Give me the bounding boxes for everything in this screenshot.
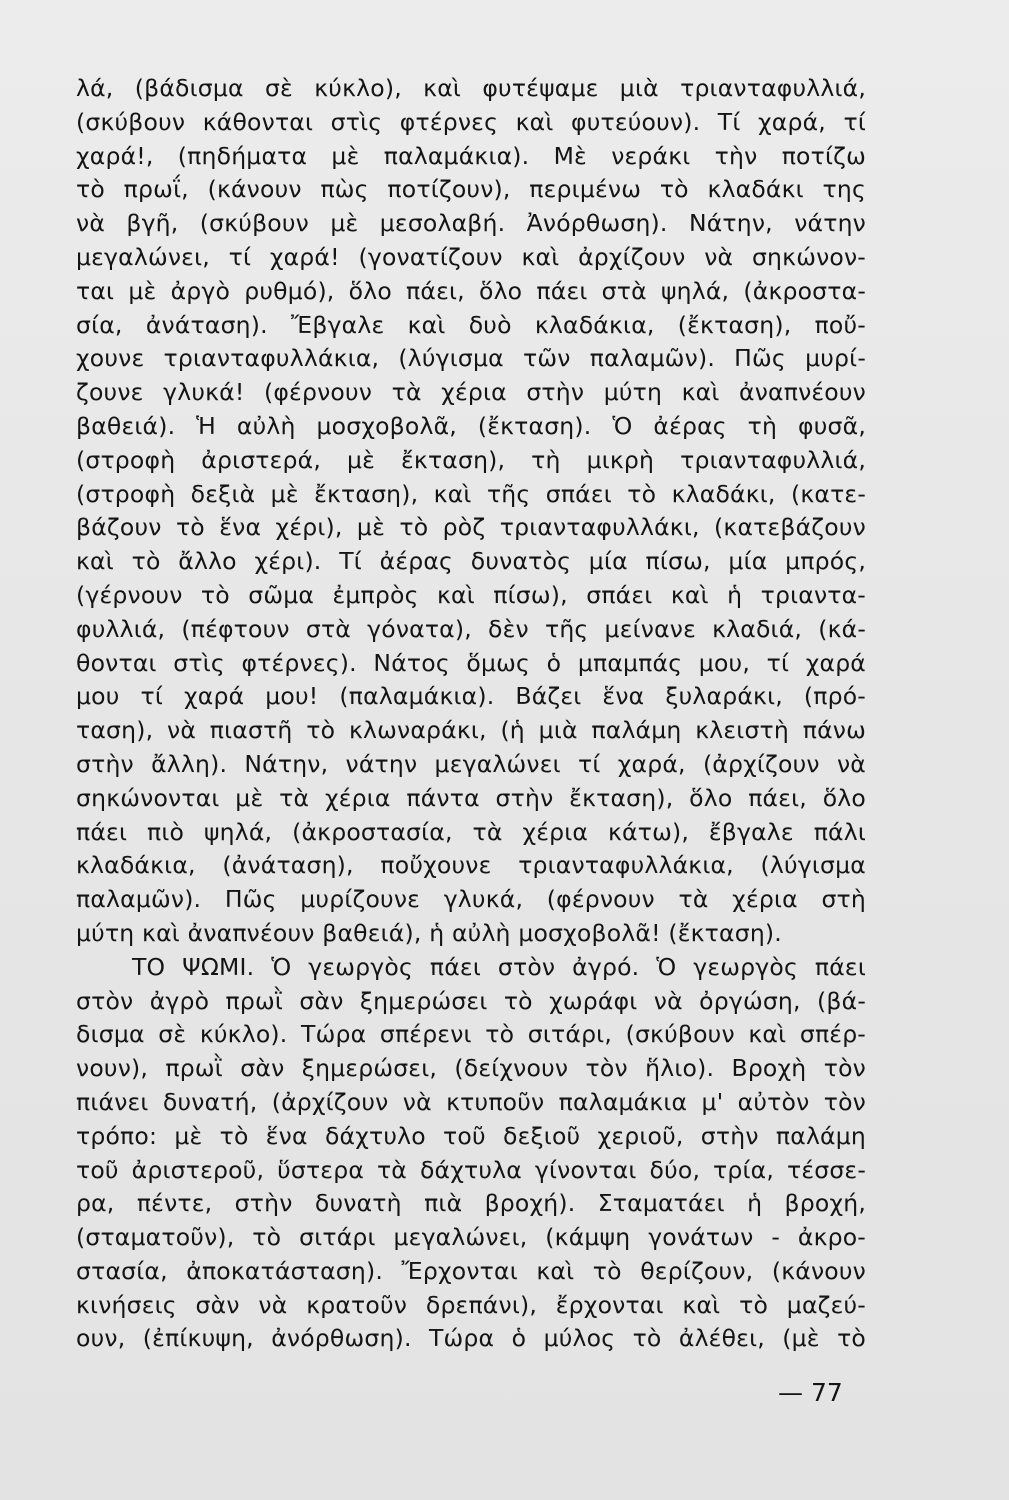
text-line: φυλλιά, (πέφτουν στὰ γόνατα), δὲν τῆς μείνανε κλαδιά, (κά- (76, 614, 866, 643)
text-line: δισμα σὲ κύκλο). Τώρα σπέρενι τὸ σιτάρι, (σκύβουν καὶ σπέρ- (76, 1020, 866, 1049)
text-line: τὸ πρωΐ, (κάνουν πὼς ποτίζουν), περιμένω τὸ κλαδάκι της (76, 175, 866, 204)
text-line: λά, (βάδισμα σὲ κύκλο), καὶ φυτέψαμε μιὰ τριανταφυλλιά, (76, 74, 866, 102)
text-line: (στροφὴ δεξιὰ μὲ ἔκταση), καὶ τῆς σπάει τὸ κλαδάκι, (κατε- (76, 479, 866, 508)
text-line: σία, ἀνάταση). Ἔβγαλε καὶ δυὸ κλαδάκια, (ἔκταση), ποὔ- (76, 310, 866, 339)
text-line: (σταματοῦν), τὸ σιτάρι μεγαλώνει, (κάμψη γονάτων - ἀκρο- (76, 1223, 866, 1252)
text-line: θονται στὶς φτέρνες). Νάτος ὅμως ὁ μπαμπάς μου, τί χαρά (76, 648, 866, 677)
text-line: στὴν ἄλλη). Νάτην, νάτην μεγαλώνει τί χαρά, (ἀρχίζουν νὰ (76, 749, 866, 778)
text-line: παλαμῶν). Πῶς μυρίζουνε γλυκά, (φέρνουν τὰ χέρια στὴ (76, 885, 866, 914)
body-text (76, 72, 866, 1356)
section-heading-line: ΤΟ ΨΩΜΙ. Ὁ γεωργὸς πάει στὸν ἀγρό. Ὁ γεωργὸς πάει (132, 952, 866, 981)
text-line: (στροφὴ ἀριστερά, μὲ ἔκταση), τὴ μικρὴ τριανταφυλλιά, (76, 445, 866, 474)
text-line: νὰ βγῆ, (σκύβουν μὲ μεσολαβή. Ἀνόρθωση). Νάτην, νάτην (76, 209, 866, 238)
text-line: χουνε τριανταφυλλάκια, (λύγισμα τῶν παλαμῶν). Πῶς μυρί- (76, 344, 866, 373)
paragraph-end-line: μύτη καὶ ἀναπνέουν βαθειά), ἡ αὐλὴ μοσχοβολᾶ! (ἔκταση). (76, 918, 782, 947)
text-line: τρόπο: μὲ τὸ ἕνα δάχτυλο τοῦ δεξιοῦ χεριοῦ, στὴν παλάμη (76, 1121, 866, 1150)
text-line: βαθειά). Ἡ αὐλὴ μοσχοβολᾶ, (ἔκταση). Ὁ ἀέρας τὴ φυσᾶ, (76, 411, 866, 440)
text-line: (σκύβουν κάθονται στὶς φτέρνες καὶ φυτεύουν). Τί χαρά, τί (76, 107, 866, 136)
text-line: (γέρνουν τὸ σῶμα ἐμπρὸς καὶ πίσω), σπάει καὶ ἡ τριαντα- (76, 580, 866, 609)
text-line: ζουνε γλυκά! (φέρνουν τὰ χέρια στὴν μύτη καὶ ἀναπνέουν (76, 378, 866, 407)
text-line: νουν), πρωῒ σὰν ξημερώσει, (δείχνουν τὸν ἥλιο). Βροχὴ τὸν (76, 1054, 866, 1083)
text-line: καὶ τὸ ἄλλο χέρι). Τί ἀέρας δυνατὸς μία πίσω, μία μπρός, (76, 547, 866, 576)
text-line: κινήσεις σὰν νὰ κρατοῦν δρεπάνι), ἔρχονται καὶ τὸ μαζεύ- (76, 1290, 866, 1319)
text-line: μου τί χαρά μου! (παλαμάκια). Βάζει ἕνα ξυλαράκι, (πρό- (76, 682, 866, 711)
text-line: κλαδάκια, (ἀνάταση), ποὔχουνε τριανταφυλλάκια, (λύγισμα (76, 851, 866, 880)
text-line: στασία, ἀποκατάσταση). Ἔρχονται καὶ τὸ θερίζουν, (κάνουν (76, 1256, 866, 1285)
text-line: στὸν ἀγρὸ πρωῒ σὰν ξημερώσει τὸ χωράφι νὰ ὀργώση, (βά- (76, 986, 866, 1015)
text-line: ουν, (ἐπίκυψη, ἀνόρθωση). Τώρα ὁ μύλος τὸ ἀλέθει, (μὲ τὸ (76, 1324, 866, 1353)
text-line: μεγαλώνει, τί χαρά! (γονατίζουν καὶ ἀρχίζουν νὰ σηκώνον- (76, 242, 866, 271)
text-line: ταση), νὰ πιαστῆ τὸ κλωναράκι, (ἡ μιὰ παλάμη κλειστὴ πάνω (76, 716, 866, 745)
page-number: — 77 (778, 1378, 843, 1407)
text-line: ρα, πέντε, στὴν δυνατὴ πιὰ βροχή). Σταματάει ἡ βροχή, (76, 1189, 866, 1218)
text-line: βάζουν τὸ ἕνα χέρι), μὲ τὸ ρὸζ τριανταφυλλάκι, (κατεβάζουν (76, 513, 866, 542)
text-line: τοῦ ἀριστεροῦ, ὕστερα τὰ δάχτυλα γίνονται δύο, τρία, τέσσε- (76, 1155, 866, 1184)
text-line: χαρά!, (πηδήματα μὲ παλαμάκια). Μὲ νεράκι τὴν ποτίζω (76, 141, 866, 170)
text-line: σηκώνονται μὲ τὰ χέρια πάντα στὴν ἔκταση), ὅλο πάει, ὅλο (76, 783, 866, 812)
text-line: πιάνει δυνατή, (ἀρχίζουν νὰ κτυποῦν παλαμάκια μ' αὐτὸν τὸν (76, 1087, 866, 1116)
text-line: ται μὲ ἀργὸ ρυθμό), ὅλο πάει, ὅλο πάει στὰ ψηλά, (ἀκροστα- (76, 276, 866, 305)
text-line: πάει πιὸ ψηλά, (ἀκροστασία, τὰ χέρια κάτω), ἔβγαλε πάλι (76, 817, 866, 846)
